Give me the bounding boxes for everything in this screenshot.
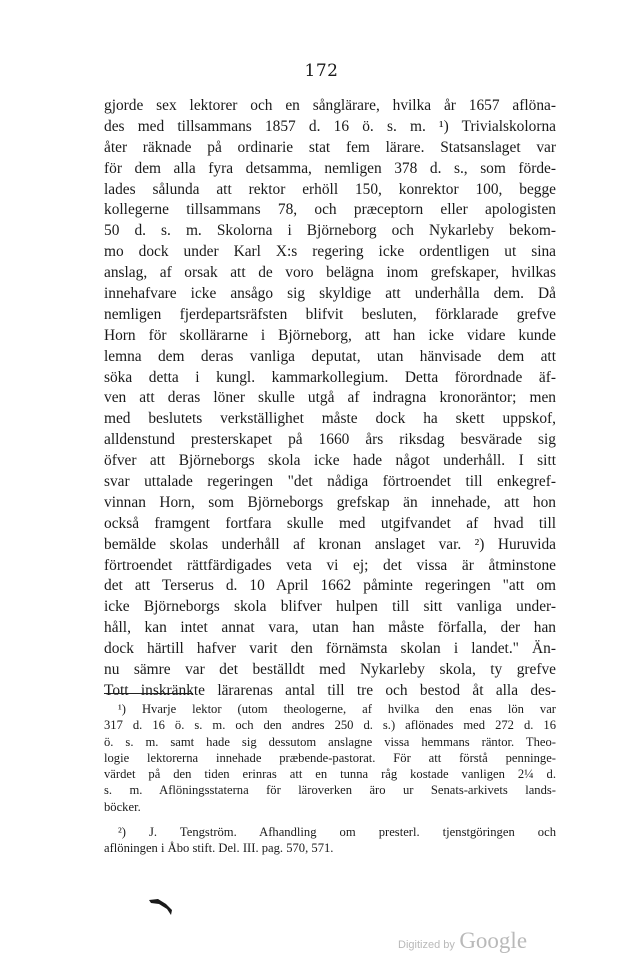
- watermark-prefix: Digitized by: [398, 939, 455, 951]
- text-line: lemna dem deras vanliga deputat, utan hänvisade dem att: [104, 347, 556, 365]
- google-logo: Google: [459, 928, 528, 953]
- footnote-line: ö. s. m. samt hade sig dessutom anslagne vissa hemmans räntor. Theo-: [104, 734, 556, 749]
- body-text: [104, 96, 556, 702]
- ink-mark: [148, 896, 178, 918]
- footnote-line: värdet på den tiden erinras att en tunna råg kostade vanligen 2¼ d.: [104, 767, 556, 782]
- footnote-line: ²) J. Tengström. Afhandling om presterl. tjenstgöringen och: [118, 825, 556, 840]
- text-line: anslag, af orsak att de voro belägna inom grefskaper, hvilkas: [104, 264, 556, 282]
- text-line: vinnan Horn, som Björneborgs grefskap än innehade, att hon: [104, 493, 556, 511]
- text-line: icke Björneborgs skola blifver hulpen till sitt vanliga under-: [104, 598, 556, 616]
- text-line: håll, kan intet annat vara, utan han måste förfalla, der han: [104, 619, 556, 637]
- page-number: 172: [304, 61, 339, 81]
- text-line: åter räknade på ordinarie stat fem lärare. Statsanslaget var: [104, 138, 556, 156]
- text-line: alldenstund presterskapet på 1660 års riksdag besvärade sig: [104, 431, 556, 449]
- text-line: nemligen fjerdepartsräfsten blifvit besluten, förklarade grefve: [104, 305, 556, 323]
- digitized-by-google-watermark: [398, 928, 527, 954]
- footnotes: [104, 701, 556, 857]
- text-line: nu sämre var det beställdt med Nykarleby skola, ty grefve: [104, 661, 556, 679]
- text-line: innehafvare icke ansågo sig skyldige att underhålla dem. Då: [104, 285, 556, 303]
- footnote-line: böcker.: [104, 799, 141, 814]
- text-line: ven att deras löner skulle utgå af indragna kronoräntor; men: [104, 389, 556, 407]
- text-line: det att Terserus d. 10 April 1662 påminte regeringen "att om: [104, 577, 556, 595]
- text-line: des med tillsammans 1857 d. 16 ö. s. m. ¹) Trivialskolorna: [104, 117, 556, 135]
- text-line: svar uttalade regeringen "det nådiga förtroendet till enkegref-: [104, 473, 556, 491]
- footnote-line: ¹) Hvarje lektor (utom theologerne, af hvilka den enas lön var: [118, 702, 556, 716]
- text-line: förtroendet rättfärdigades veta vi ej; det vissa är åtminstone: [104, 556, 556, 574]
- text-line: mo dock under Karl X:s regering icke ordentligen ut sina: [104, 243, 556, 261]
- footnote-divider: [104, 693, 193, 694]
- text-line: Horn för skollärarne i Björneborg, att han icke vidare kunde: [104, 326, 556, 344]
- text-line: lades sålunda att rektor erhöll 150, konrektor 100, begge: [104, 180, 556, 198]
- text-line: öfver att Björneborgs skola icke hade något underhåll. I sitt: [104, 452, 556, 470]
- footnote-line: logie lektorerna innehade præbende-pastorat. För att förstå penninge-: [104, 750, 556, 765]
- text-line: kollegerne tillsammans 78, och præceptorn eller apologisten: [104, 201, 556, 219]
- text-line: gjorde sex lektorer och en sånglärare, hvilka år 1657 aflöna-: [104, 97, 556, 114]
- text-line: dock härtill hafver varit den förnämsta skolan i landet." Än-: [104, 640, 556, 658]
- footnote-2: [104, 824, 556, 857]
- text-line: också framgent fortfara skulle med utgifvandet af hvad till: [104, 514, 556, 532]
- footnote-line: s. m. Aflöningsstaterna för läroverken äro ur Senats-arkivets lands-: [104, 783, 556, 798]
- text-line: för dem alla fyra detsamma, nemligen 378 d. s., som förde-: [104, 159, 556, 177]
- text-line: med beslutets verkställighet måste dock ha skett uppskof,: [104, 410, 556, 428]
- footnote-1: [104, 701, 556, 815]
- footnote-line: 317 d. 16 ö. s. m. och den andres 250 d. s.) aflönades med 272 d. 16: [104, 718, 556, 733]
- text-line: bemälde skolas underhåll af kronan anslaget var. ²) Huruvida: [104, 535, 556, 553]
- text-line: 50 d. s. m. Skolorna i Björneborg och Nykarleby bekom-: [104, 222, 556, 240]
- footnote-line: aflöningen i Åbo stift. Del. III. pag. 570, 571.: [104, 841, 334, 856]
- text-line: söka detta i kungl. kammarkollegium. Detta förordnade äf-: [104, 368, 556, 386]
- text-line: Tott inskränkte lärarenas antal till tre och bestod åt alla des-: [104, 681, 556, 699]
